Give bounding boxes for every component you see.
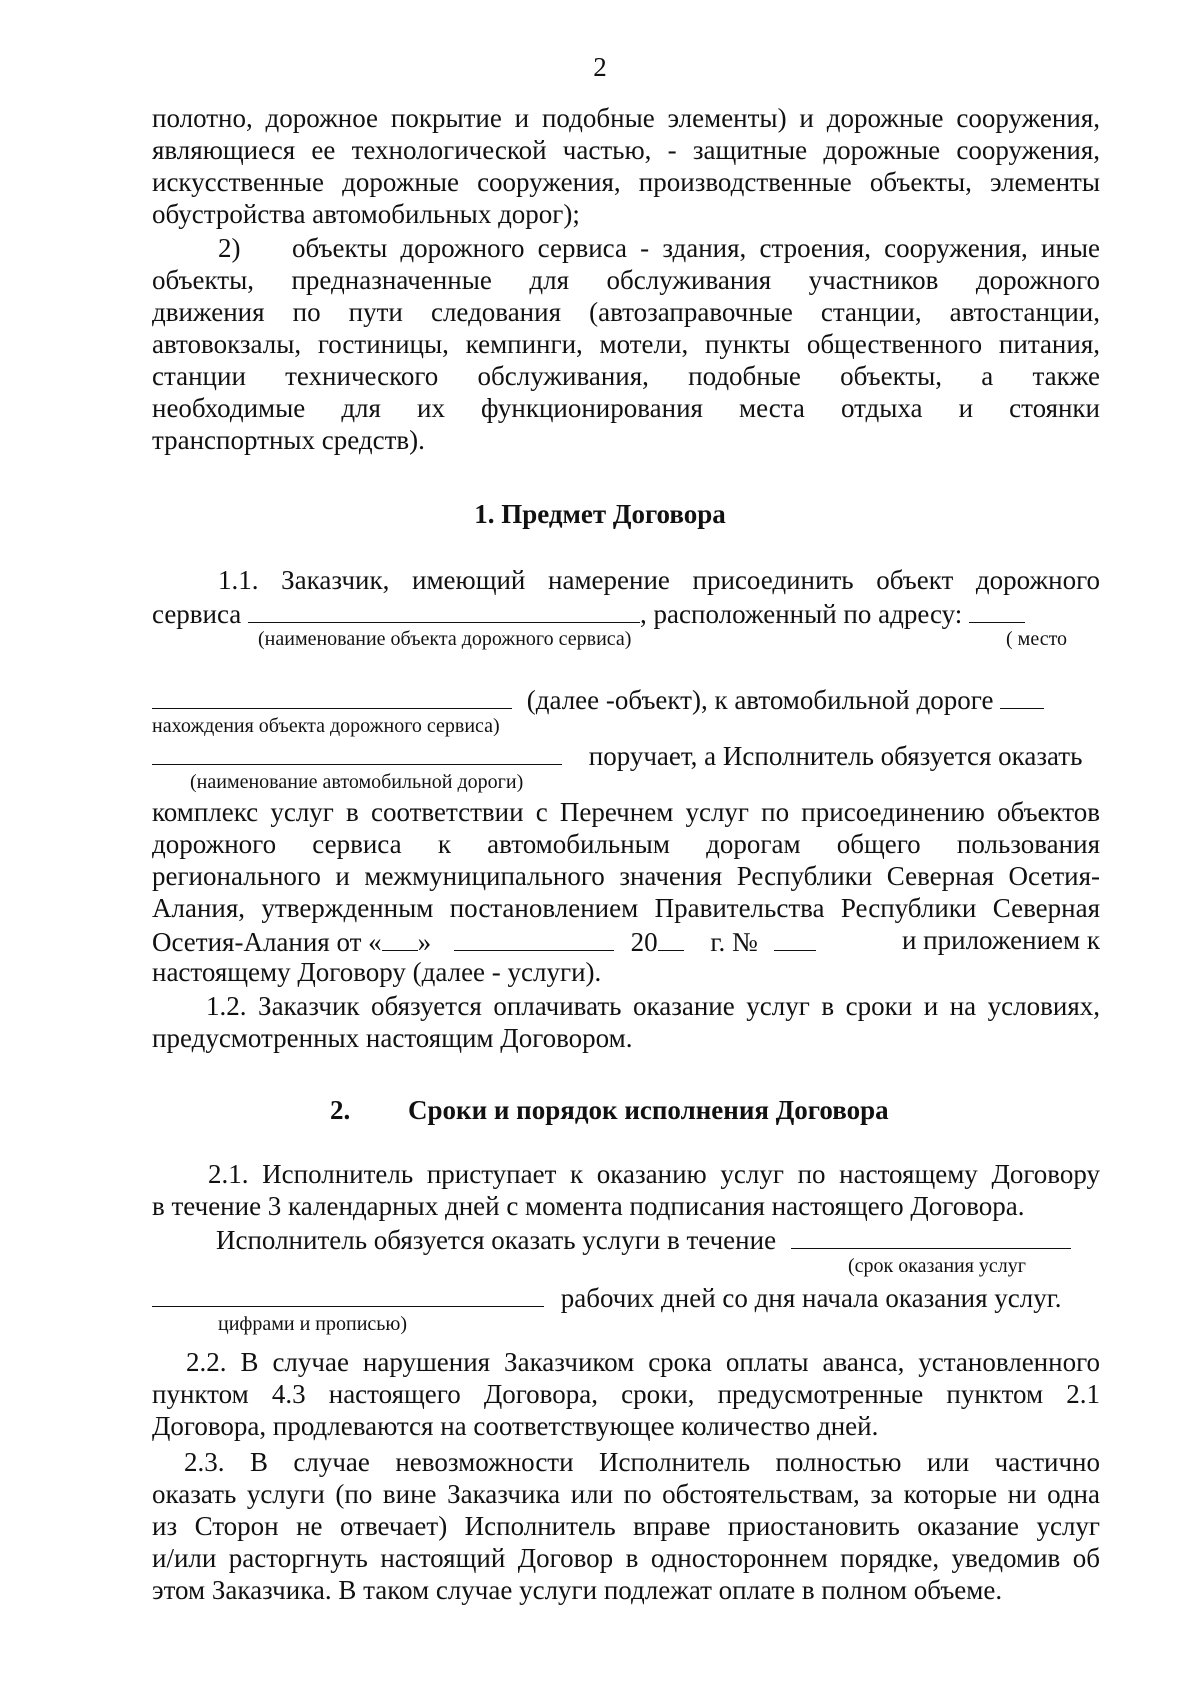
p1-1-line-2-mid: , расположенный по адресу: [640,599,963,629]
term-field-cont[interactable] [152,1280,544,1307]
p1-1-line-3-text: (далее -объект), к автомобильной дороге [526,685,994,715]
p1-1-date-line [152,924,1100,958]
p1-2-line-2: предусмотренных настоящим Договором. [152,1023,633,1053]
hint-term-cont: цифрами и прописью) [218,1313,408,1335]
hint-term: (срок оказания услуг [848,1255,1026,1277]
intro-line-4: обустройства автомобильных дорог); [152,199,580,229]
road-name-field[interactable] [152,738,562,765]
p2-2-line-2: пунктом 4.3 настоящего Договора, сроки, предусмотренные пунктом 2.1 [152,1379,1100,1409]
month-field[interactable] [454,924,614,951]
p1-1-body-2: дорожного сервиса к автомобильным дорогам общего пользования [152,829,1100,859]
p2-3-last: этом Заказчика. В таком случае услуги подлежат оплате в полном объеме. [152,1575,1003,1605]
date-line-a: Осетия-Алания от « [152,927,382,957]
intro-line-3: искусственные дорожные сооружения, производственные объекты, элементы [152,167,1100,197]
p2-3-line-2: оказать услуги (по вине Заказчика или по обстоятельствам, за которые ни одна [152,1479,1100,1509]
intro-line-1: полотно, дорожное покрытие и подобные элементы) и дорожные сооружения, [152,103,1100,133]
p1-1-line-3 [152,682,1100,716]
p2-3-line-4: и/или расторгнуть настоящий Договор в одностороннем порядке, уведомив об [152,1543,1100,1573]
item2-line-4: станции технического обслуживания, подобные объекты, а также [152,361,1100,391]
intro-line-2: являющиеся ее технологической частью, - защитные дорожные сооружения, [152,135,1100,165]
section2-number: 2. [330,1095,351,1125]
p2-1-line-4-text: рабочих дней со дня начала оказания услуг. [560,1283,1062,1313]
item2-number: 2) [218,233,241,263]
day-field[interactable] [382,924,418,951]
p1-1-body-3: регионального и межмуниципального значения Республики Северная Осетия- [152,861,1100,891]
p1-1-line-2 [152,596,1100,630]
p1-1-line-4-text: поручает, а Исполнитель обязуется оказать [588,741,1083,771]
item2-first-line: объекты дорожного сервиса - здания, строения, сооружения, иные [292,233,1100,263]
hint-place: ( место [1006,628,1068,650]
date-line-c: 20 [630,927,658,957]
p1-1-body-4: Алания, утвержденным постановлением Правительства Республики Северная [152,893,1100,923]
hint-road-name: (наименование автомобильной дороги) [190,771,524,793]
p2-1-line-1: 2.1. Исполнитель приступает к оказанию услуг по настоящему Договору [208,1159,1100,1189]
item2-line-3: автовокзалы, гостиницы, кемпинги, мотели, пункты общественного питания, [152,329,1100,359]
item2-last-line: транспортных средств). [152,425,425,455]
p2-2-line-1: 2.2. В случае нарушения Заказчиком срока оплаты аванса, установленного [186,1347,1100,1377]
address-field-cont[interactable] [152,682,512,709]
year-field[interactable] [658,924,684,951]
p2-1-line-2: в течение 3 календарных дней с момента подписания настоящего Договора. [152,1191,1025,1221]
p2-3-line-1: 2.3. В случае невозможности Исполнитель полностью или частично [184,1447,1100,1477]
p1-1-line-1: 1.1. Заказчик, имеющий намерение присоединить объект дорожного [218,565,1100,595]
item2-line-5: необходимые для их функционирования места отдыха и стоянки [152,393,1100,423]
object-name-field[interactable] [248,596,640,623]
p2-2-last: Договора, продлеваются на соответствующее количество дней. [152,1411,879,1441]
hint-place-cont: нахождения объекта дорожного сервиса) [152,715,500,737]
date-line-b: » [417,927,432,957]
date-line-e: и приложением к [901,925,1100,955]
hint-object-name: (наименование объекта дорожного сервиса) [258,628,632,650]
p1-1-body-1: комплекс услуг в соответствии с Перечнем услуг по присоединению объектов [152,797,1100,827]
decree-number-field[interactable] [774,924,816,951]
section2-heading: Сроки и порядок исполнения Договора [408,1095,889,1125]
date-line-d: г. № [710,927,758,957]
address-field[interactable] [969,596,1025,623]
section1-heading: 1. Предмет Договора [474,499,726,529]
p1-1-line-4 [152,738,1100,772]
item2-line-1: объекты, предназначенные для обслуживания участников дорожного [152,265,1100,295]
p1-1-line-2-start: сервиса [152,599,242,629]
page-number: 2 [593,52,607,82]
term-field[interactable] [791,1222,1071,1249]
p2-1-line-3 [216,1222,1100,1256]
p2-1-line-3-text: Исполнитель обязуется оказать услуги в течение [216,1225,777,1255]
p2-3-line-3: из Сторон не отвечает) Исполнитель вправе приостановить оказание услуг [152,1511,1100,1541]
p1-1-body-last: настоящему Договору (далее - услуги). [152,957,602,987]
p1-2-line-1: 1.2. Заказчик обязуется оплачивать оказание услуг в сроки и на условиях, [206,991,1100,1021]
p2-1-line-4 [152,1280,1100,1314]
item2-line-2: движения по пути следования (автозаправочные станции, автостанции, [152,297,1100,327]
road-field-start[interactable] [1000,682,1044,709]
